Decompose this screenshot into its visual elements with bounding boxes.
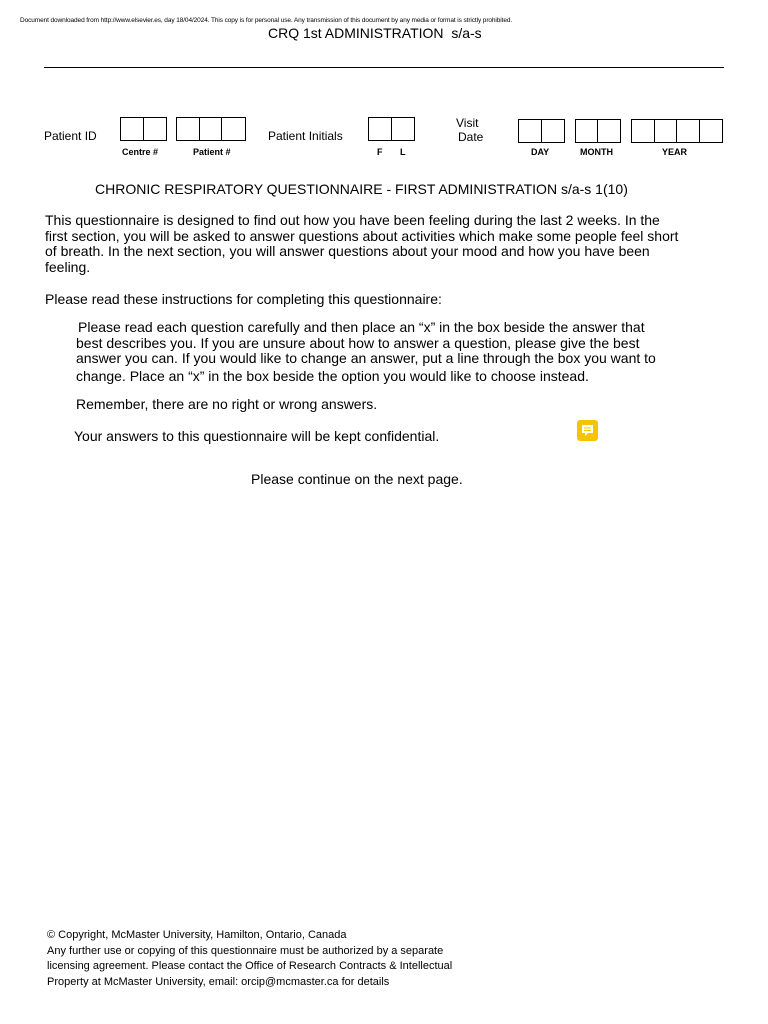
footer-line: Any further use or copying of this questionnaire must be authorized by a separate: [47, 944, 444, 957]
download-notice: Document downloaded from http://www.elsevier.es, day 18/04/2024. This copy is for personal use. Any transmission of this document by any media or format is strictly prohibited.: [20, 17, 513, 24]
centre-digit-box[interactable]: [144, 118, 166, 140]
footer-line: Property at McMaster University, email: orcip@mcmaster.ca for details: [47, 975, 390, 988]
year-digit-box[interactable]: [655, 120, 678, 142]
year-label: YEAR: [662, 147, 688, 157]
patient-digit-box[interactable]: [222, 118, 245, 140]
instruction-line: change. Place an “x” in the box beside the option you would like to choose instead.: [76, 367, 589, 384]
intro-line: of breath. In the next section, you will answer questions about your mood and how you have been: [45, 243, 650, 259]
comment-icon[interactable]: [577, 420, 598, 441]
instruction-line: best describes you. If you are unsure about how to answer a question, please give the best: [76, 334, 640, 351]
questionnaire-title: CHRONIC RESPIRATORY QUESTIONNAIRE - FIRST ADMINISTRATION s/a-s 1(10): [95, 181, 628, 197]
first-initial-box[interactable]: [369, 118, 392, 140]
month-digit-box[interactable]: [576, 120, 598, 142]
centre-label: Centre #: [122, 147, 159, 157]
month-boxes: [575, 119, 621, 143]
date-label: Date: [458, 130, 484, 144]
centre-number-boxes: [120, 117, 167, 141]
visit-label: Visit: [456, 116, 479, 130]
remember-text: Remember, there are no right or wrong answers.: [76, 396, 378, 412]
header-divider: [44, 67, 724, 68]
instruction-line: Please read each question carefully and then place an “x” in the box beside the answer that: [78, 319, 645, 335]
first-initial-label: F: [377, 147, 383, 157]
instruction-line: answer you can. If you would like to change an answer, put a line through the box you want to: [76, 350, 656, 366]
read-instructions-text: Please read these instructions for completing this questionnaire:: [45, 291, 442, 307]
day-digit-box[interactable]: [542, 120, 564, 142]
page-header-title: CRQ 1st ADMINISTRATION s/a-s: [268, 25, 482, 41]
year-digit-box[interactable]: [700, 120, 722, 142]
patient-number-boxes: [176, 117, 246, 141]
initials-boxes: [368, 117, 415, 141]
intro-line: This questionnaire is designed to find out how you have been feeling during the last 2 weeks. In the: [45, 212, 660, 228]
patient-number-label: Patient #: [193, 147, 231, 157]
year-digit-box[interactable]: [632, 120, 655, 142]
day-digit-box[interactable]: [519, 120, 542, 142]
patient-initials-label: Patient Initials: [268, 129, 343, 143]
confidential-text: Your answers to this questionnaire will be kept confidential.: [74, 428, 440, 444]
last-initial-label: L: [400, 147, 406, 157]
copyright-footer: [47, 928, 507, 990]
footer-line: © Copyright, McMaster University, Hamilton, Ontario, Canada: [47, 929, 347, 941]
intro-line: feeling.: [45, 258, 91, 275]
day-boxes: [518, 119, 565, 143]
intro-paragraph: [45, 213, 735, 275]
intro-line: first section, you will be asked to answer questions about activities which make some people feel short: [45, 227, 679, 244]
year-digit-box[interactable]: [677, 120, 700, 142]
patient-id-label: Patient ID: [44, 129, 97, 143]
continue-text: Please continue on the next page.: [251, 471, 463, 487]
footer-line: licensing agreement. Please contact the Office of Research Contracts & Intellectual: [47, 960, 453, 972]
centre-digit-box[interactable]: [121, 118, 144, 140]
month-digit-box[interactable]: [598, 120, 620, 142]
year-boxes: [631, 119, 723, 143]
day-label: DAY: [531, 147, 550, 157]
month-label: MONTH: [580, 147, 613, 157]
patient-digit-box[interactable]: [200, 118, 223, 140]
last-initial-box[interactable]: [392, 118, 414, 140]
patient-digit-box[interactable]: [177, 118, 200, 140]
instructions-paragraph: [76, 320, 716, 384]
